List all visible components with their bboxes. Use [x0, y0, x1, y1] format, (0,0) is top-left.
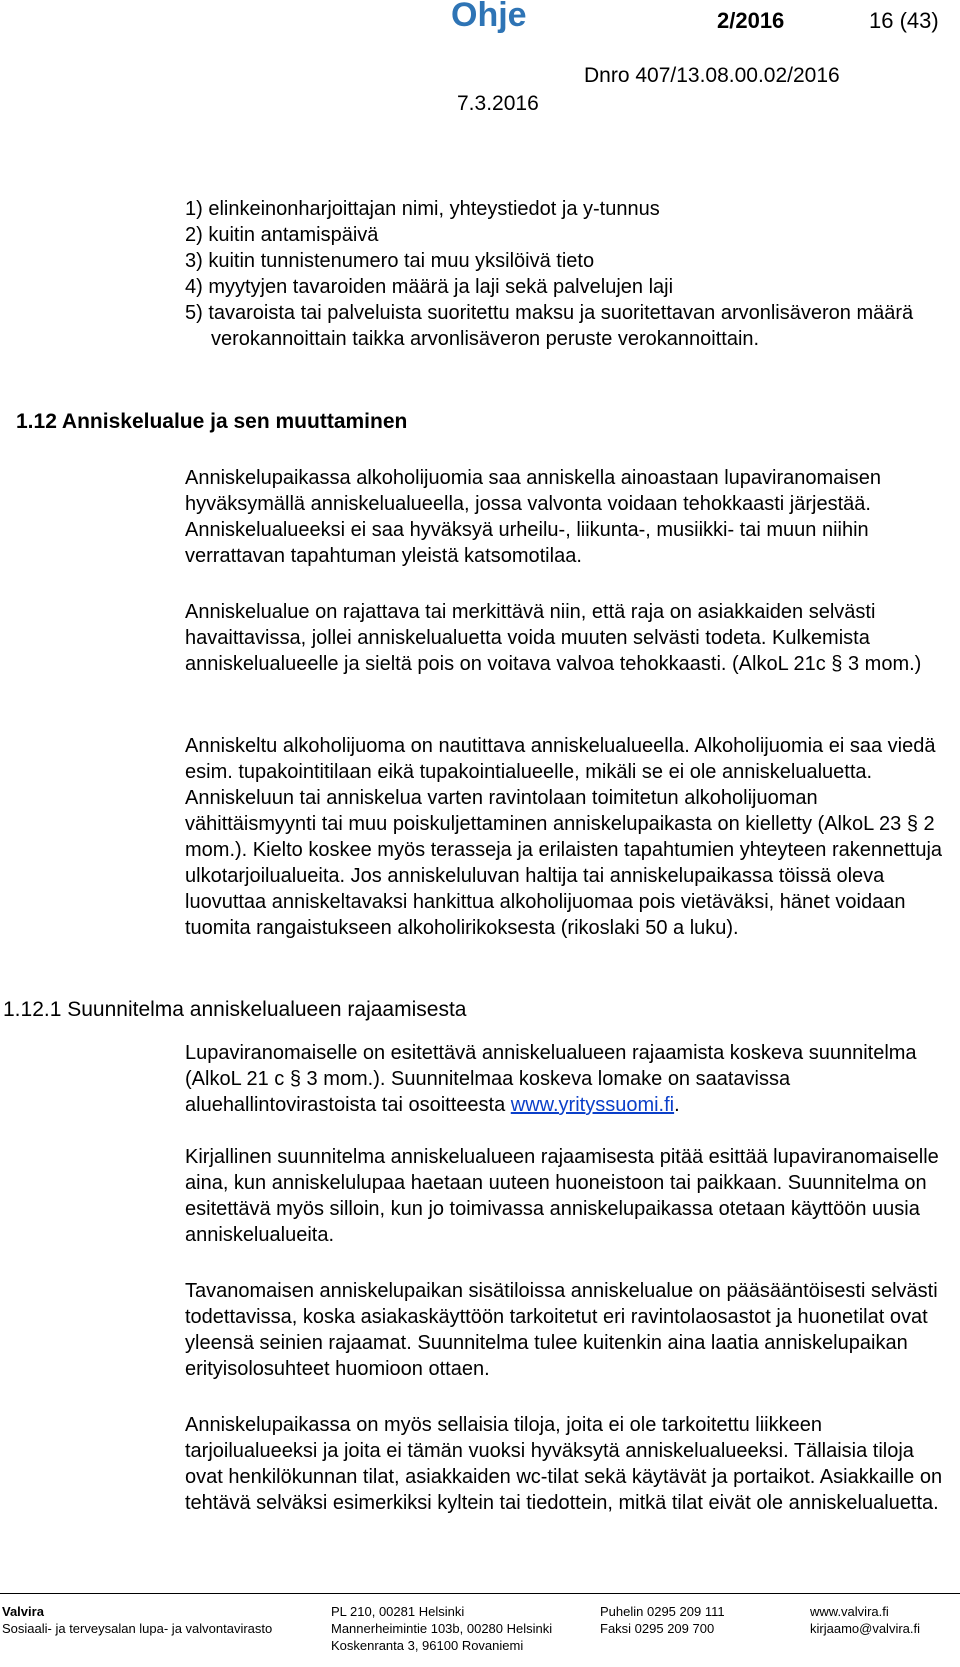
footer-organization: [2, 1603, 272, 1637]
paragraph: Anniskelupaikassa on myös sellaisia tiloja, joita ei ole tarkoitettu liikkeen tarjoilualueeksi ja joita ei tämän vuoksi hyväksytä anniskelualueeksi. Tällaisia tiloja ovat henkilökunnan tilat, asiakkaiden wc-tilat sekä käytävät ja portaikot. Asiakkaille on tehtävä selväksi esimerkiksi kyltein tai tiedottein, mitkä tilat eivät ole anniskelualuetta.: [185, 1414, 943, 1514]
paragraph: Tavanomaisen anniskelupaikan sisätiloissa anniskelualue on pääsääntöisesti selvästi todettavissa, koska asiakaskäyttöön tarkoitetut eri ravintolaosastot ja huonetilat ovat yleensä seinien rajaamat. Suunnitelma tulee kuitenkin aina laatia anniskelupaikan erityisolosuhteet huomioon ottaen.: [185, 1280, 938, 1380]
list-item: 4) myytyjen tavaroiden määrä ja laji sekä palvelujen laji: [185, 276, 674, 298]
section-heading: 1.12 Anniskelualue ja sen muuttaminen: [16, 410, 408, 433]
footer-web: [810, 1603, 920, 1637]
paragraph-text: .: [674, 1094, 680, 1116]
footer-fax: Faksi 0295 209 700: [600, 1621, 715, 1636]
record-number: Dnro 407/13.08.00.02/2016: [584, 64, 840, 87]
list-item: 5) tavaroista tai palveluista suoritettu maksu ja suoritettavan arvonlisäveron määrä verokannoittain taikka arvonlisäveron peruste verokannoittain.: [185, 302, 914, 350]
page-count: 16 (43): [869, 8, 939, 33]
footer-org-desc: Sosiaali- ja terveysalan lupa- ja valvontavirasto: [2, 1621, 273, 1636]
list-item: 2) kuitin antamispäivä: [185, 224, 379, 246]
paragraph: [185, 1040, 945, 1118]
footer-address-line: PL 210, 00281 Helsinki: [331, 1604, 465, 1619]
footer-website[interactable]: www.valvira.fi: [810, 1604, 889, 1619]
list-item: 1) elinkeinonharjoittajan nimi, yhteystiedot ja y-tunnus: [185, 198, 660, 220]
paragraph: Kirjallinen suunnitelma anniskelualueen rajaamisesta pitää esittää lupaviranomaiselle aina, kun anniskelulupaa haetaan uuteen huoneistoon tai paikkaan. Suunnitelma on esitettävä myös silloin, kun jo toimivassa anniskelupaikassa otetaan käyttöön uusia anniskelualueita.: [185, 1146, 939, 1246]
footer-divider: [0, 1593, 960, 1594]
paragraph: Anniskelupaikassa alkoholijuomia saa anniskella ainoastaan lupaviranomaisen hyväksymällä anniskelualueella, jossa valvonta voidaan tehokkaasti järjestää. Anniskelualueeksi ei saa hyväksyä urheilu-, liikunta-, musiikki- tai muun niihin verrattavan tapahtuman yleistä katsomotilaa.: [185, 467, 881, 567]
document-date: 7.3.2016: [457, 92, 539, 115]
footer-phone: Puhelin 0295 209 111: [600, 1604, 725, 1619]
footer-contact: [600, 1603, 725, 1637]
footer-email[interactable]: kirjaamo@valvira.fi: [810, 1621, 920, 1636]
footer-address-line: Koskenranta 3, 96100 Rovaniemi: [331, 1638, 524, 1653]
document-type-title: Ohje: [451, 0, 527, 34]
yrityssuomi-link[interactable]: www.yrityssuomi.fi: [510, 1094, 675, 1116]
footer-org-name: Valvira: [2, 1604, 44, 1619]
subsection-heading: 1.12.1 Suunnitelma anniskelualueen rajaamisesta: [3, 998, 467, 1021]
receipt-requirements-list: [185, 196, 945, 352]
document-number: 2/2016: [717, 8, 785, 33]
paragraph: Anniskelualue on rajattava tai merkittävä niin, että raja on asiakkaiden selvästi havaittavissa, jollei anniskelualuetta voida muuten selvästi todeta. Kulkemista anniskelualueelle ja sieltä pois on voitava valvoa tehokkaasti. (AlkoL 21c § 3 mom.): [185, 601, 922, 675]
paragraph-text: Lupaviranomaiselle on esitettävä anniskelualueen rajaamista koskeva suunnitelma (AlkoL 21 c § 3 mom.). Suunnitelmaa koskeva lomake on saatavissa aluehallintovirastoista tai osoitteesta: [185, 1042, 917, 1116]
paragraph: Anniskeltu alkoholijuoma on nautittava anniskelualueella. Alkoholijuomia ei saa viedä esim. tupakointitilaan eikä tupakointialueelle, mikäli se ei ole anniskelualuetta. Anniskeluun tai anniskelua varten ravintolaan toimitetun alkoholijuoman vähittäismyynti tai muu poiskuljettaminen anniskelupaikasta on kielletty (AlkoL 23 § 2 mom.). Kielto koskee myös terasseja ja erilaisten tapahtumien yhteyteen rakennettuja ulkotarjoilualueita. Jos anniskeluluvan haltija tai anniskelupaikassa töissä oleva luovuttaa anniskeltavaksi hankittua alkoholijuomaa pois vietäväksi, hänet voidaan tuomita rangaistukseen alkoholirikoksesta (rikoslaki 50 a luku).: [185, 735, 943, 939]
list-item: 3) kuitin tunnistenumero tai muu yksilöivä tieto: [185, 250, 595, 272]
footer-address-line: Mannerheimintie 103b, 00280 Helsinki: [331, 1621, 553, 1636]
footer-address: [331, 1603, 552, 1654]
